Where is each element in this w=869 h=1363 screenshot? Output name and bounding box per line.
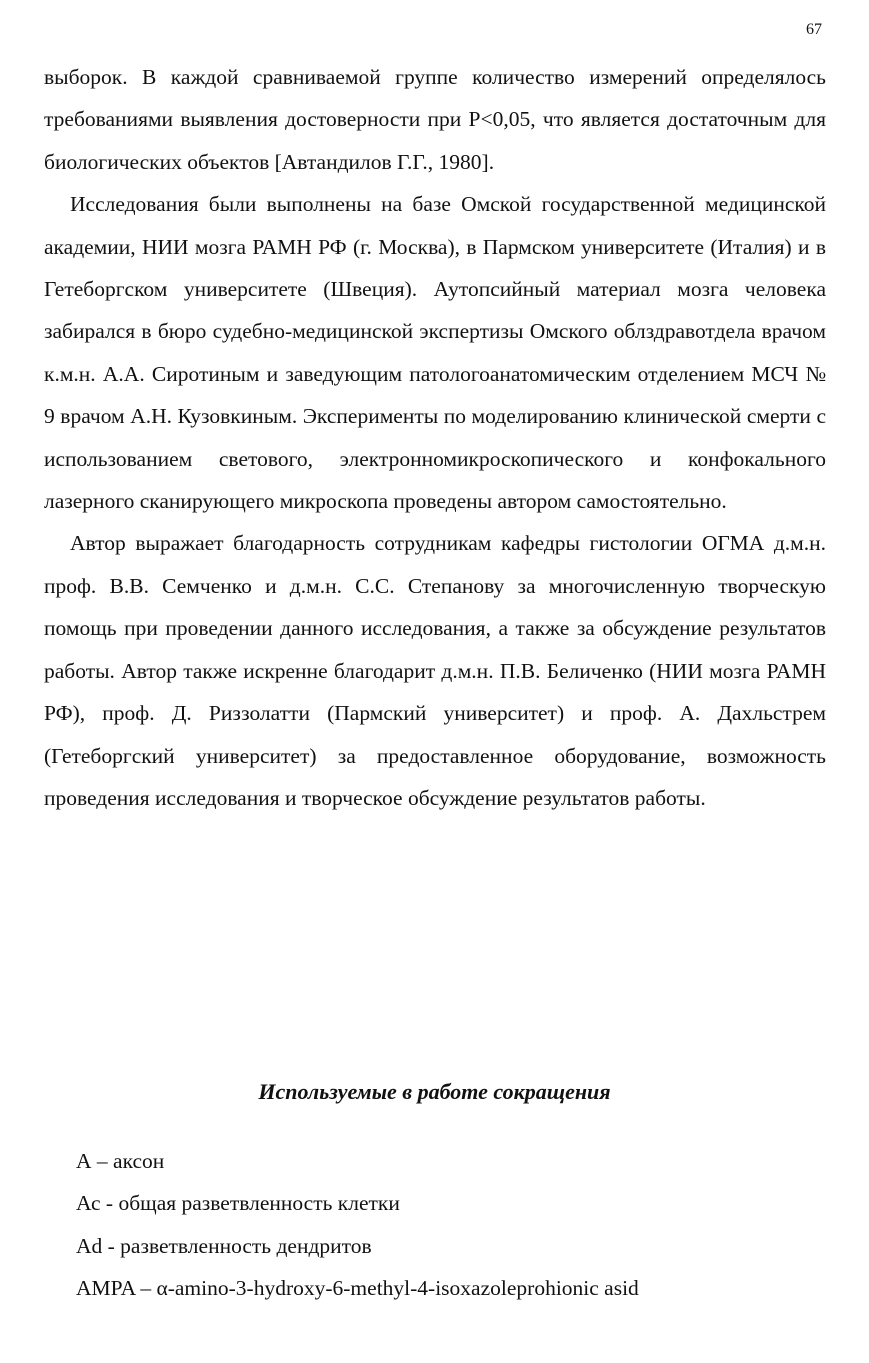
- abbreviation-item: Аd - разветвленность дендритов: [76, 1233, 372, 1258]
- paragraph-3: Автор выражает благодарность сотрудникам кафедры гистологии ОГМА д.м.н. проф. В.В. Семченко и д.м.н. С.С. Степанову за многочисленную творческую помощь при проведении данного исследования, а также за обсуждение результатов работы. Автор также искренне благодарит д.м.н. П.В. Беличенко (НИИ мозга РАМН РФ), проф. Д. Риззолатти (Пармский университет) и проф. А. Дахльстрем (Гетеборгский университет) за предоставленное оборудование, возможность проведения исследования и творческое обсуждение результатов работы.: [44, 531, 826, 810]
- page-number: 67: [806, 21, 822, 38]
- abbreviations-list: [76, 1140, 846, 1310]
- abbreviation-item: AMPA – α-amino-3-hydroxy-6-methyl-4-isoxazoleprohionic asid: [76, 1276, 639, 1301]
- abbreviation-item: А – аксон: [76, 1149, 165, 1173]
- abbreviation-item: Ас - общая разветвленность клетки: [76, 1191, 400, 1216]
- paragraph-1: выборок. В каждой сравниваемой группе количество измерений определялось требованиями выявления достоверности при P<0,05, что является достаточным для биологических объектов [Автандилов Г.Г., 1980].: [44, 65, 826, 174]
- paragraph-2: Исследования были выполнены на базе Омской государственной медицинской академии, НИИ мозга РАМН РФ (г. Москва), в Пармском университете (Италия) и в Гетеборгском университете (Швеция). Аутопсийный материал мозга человека забирался в бюро судебно-медицинской экспертизы Омского облздравотдела врачом к.м.н. А.А. Сиротиным и заведующим патологоанатомическим отделением МСЧ № 9 врачом А.Н. Кузовкиным. Эксперименты по моделированию клинической смерти с использованием светового, электронномикроскопического и конфокального лазерного сканирующего микроскопа проведены автором самостоятельно.: [44, 192, 826, 514]
- abbreviations-title: Используемые в работе сокращения: [258, 1079, 611, 1104]
- body-text: [44, 56, 826, 819]
